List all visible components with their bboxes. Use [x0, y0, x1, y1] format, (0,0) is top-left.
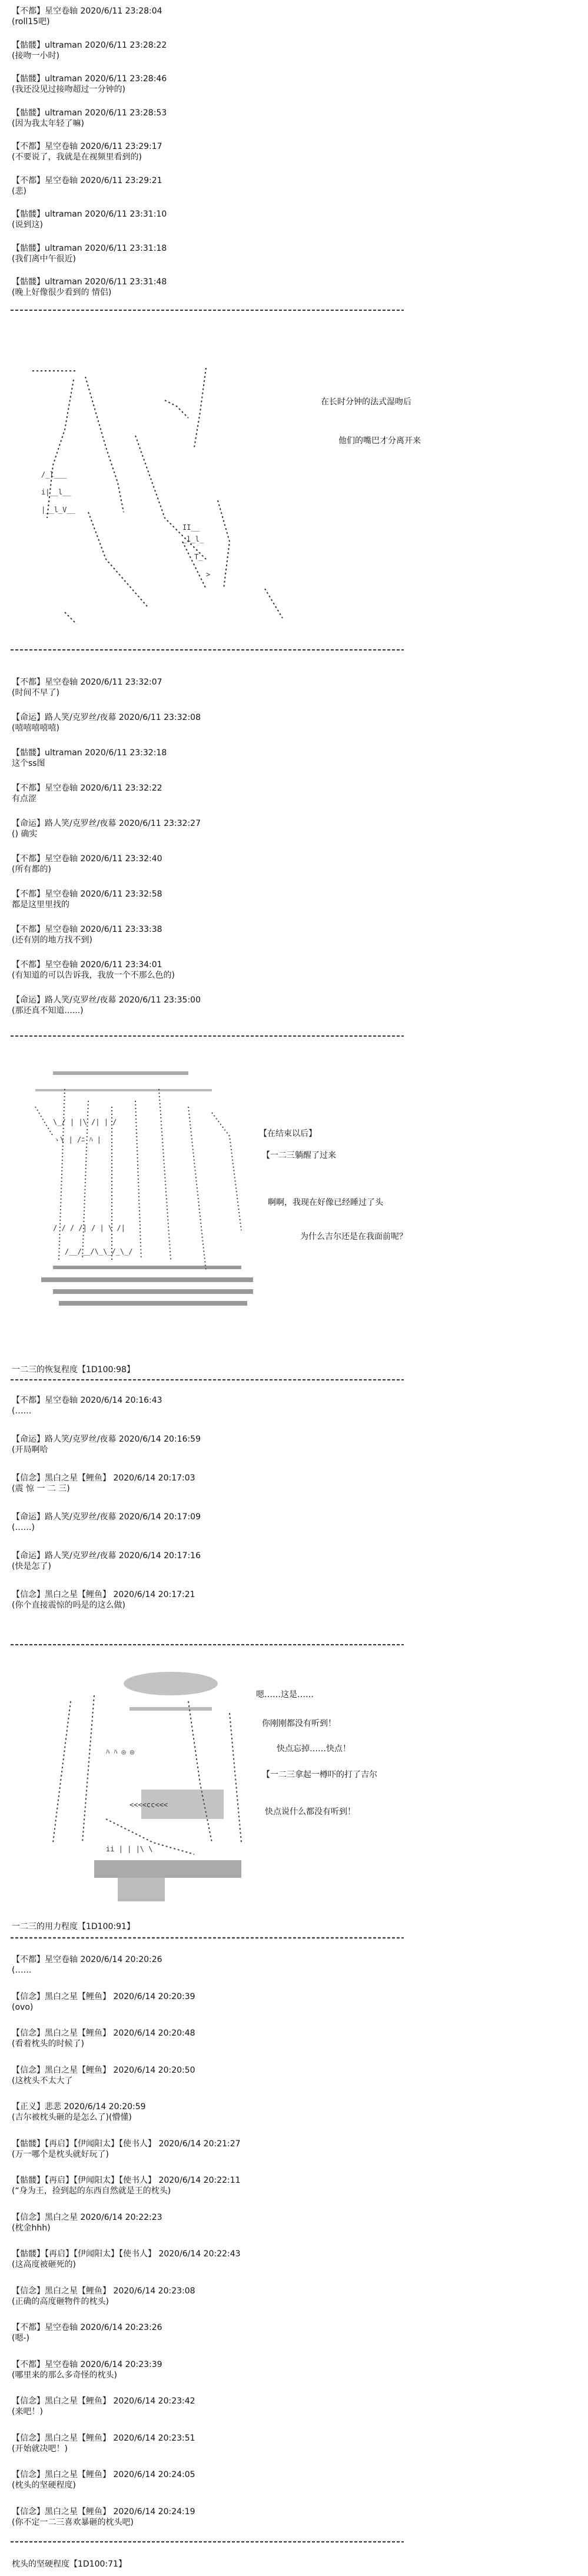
chat-message: [12, 2286, 577, 2307]
message-meta: 【不都】星空卷轴 2020/6/11 23:32:40: [12, 854, 162, 864]
divider-5: [11, 1644, 404, 1652]
svg-text:i|__l__: i|__l__: [41, 488, 71, 496]
chat-message: [12, 2249, 577, 2270]
chat-message: [12, 924, 577, 945]
message-text: (你不定一二三喜欢暴砸的枕头吧): [12, 2517, 134, 2527]
chat-message: [12, 2028, 577, 2049]
message-meta: 【不都】星空卷轴 2020/6/11 23:28:04: [12, 6, 162, 16]
message-meta: 【正义】悲悲 2020/6/14 20:20:59: [12, 2102, 146, 2112]
chat-message: [12, 2065, 577, 2086]
message-text: (接吻一小时): [12, 51, 59, 61]
chat-message: [12, 6, 577, 27]
message-text: (因为我太年轻了嘛): [12, 118, 84, 128]
chat-message: [12, 2212, 577, 2233]
message-text: (晚上好像很少看到的 情侣): [12, 288, 112, 297]
svg-text:ゝ\ | /ﾆ ﾊ |: ゝ\ | /ﾆ ﾊ |: [53, 1136, 101, 1144]
message-meta: 【命运】路人笑/克罗丝/夜幕 2020/6/11 23:35:00: [12, 995, 201, 1005]
message-meta: 【不都】星空卷轴 2020/6/14 20:16:43: [12, 1396, 162, 1405]
caption-pillow-5: 快点说什么都没有听到！: [265, 1807, 356, 1817]
dice-roll-recovery: 一二三的恢复程度【1D100:98】: [12, 1365, 135, 1375]
chat-message: [12, 243, 577, 264]
message-text: (有知道的可以告诉我，我放一个不那么色的): [12, 971, 175, 980]
divider-2: [11, 649, 404, 657]
divider-4: [11, 1379, 404, 1387]
message-meta: 【骷髅】【再启】【伊闻阳太】【使书人】 2020/6/14 20:22:11: [12, 2176, 241, 2185]
ascii-art-kiss-scene: [29, 365, 300, 630]
message-text: (我还没见过接吻超过一分钟的): [12, 85, 125, 94]
message-meta: 【骷髅】ultraman 2020/6/11 23:31:18: [12, 243, 167, 253]
message-meta: 【骷髅】ultraman 2020/6/11 23:31:48: [12, 277, 167, 287]
svg-text:ﾊ ﾊ ◎ ◎: ﾊ ﾊ ◎ ◎: [106, 1748, 135, 1756]
chat-message: [12, 74, 577, 95]
caption-pillow-1: 嗯……这是……: [256, 1690, 314, 1699]
divider-6: [11, 1937, 404, 1945]
chat-message: [12, 960, 577, 981]
svg-text:\_/ | |\ /| | /: \_/ | |\ /| | /: [53, 1118, 117, 1126]
chat-message: [12, 2102, 577, 2123]
message-meta: 【信念】黑白之星【鲤鱼】 2020/6/14 20:24:19: [12, 2507, 195, 2517]
message-meta: 【不都】星空卷轴 2020/6/11 23:32:58: [12, 889, 162, 899]
chat-message: [12, 818, 577, 839]
caption-kiss-1: 在长时分钟的法式湿吻后: [321, 397, 411, 407]
message-meta: 【骷髅】【再启】【伊闻阳太】【使书人】 2020/6/14 20:21:27: [12, 2139, 241, 2149]
chat-message: [12, 209, 577, 230]
chat-message: [12, 2359, 577, 2381]
message-meta: 【不都】星空卷轴 2020/6/14 20:23:26: [12, 2323, 162, 2332]
message-text: (枕金hhh): [12, 2223, 51, 2233]
message-text: (吉尔被枕头砸的是怎么了)(懵懂): [12, 2113, 132, 2122]
message-meta: 【信念】黑白之星【鲤鱼】 2020/6/14 20:20:39: [12, 1991, 195, 2001]
caption-wake-3: 啊啊，我现在好像已经睡过了头: [268, 1198, 383, 1207]
message-meta: 【信念】黑白之星【鲤鱼】 2020/6/14 20:20:50: [12, 2065, 195, 2075]
message-meta: 【不都】星空卷轴 2020/6/11 23:32:07: [12, 678, 162, 687]
message-text: (开局啊哈: [12, 1445, 48, 1455]
caption-wake-1: 【在结束以后】: [259, 1129, 317, 1138]
message-meta: 【不都】星空卷轴 2020/6/14 20:23:39: [12, 2359, 162, 2369]
dice-roll-strength: 一二三的用力程度【1D100:91】: [12, 1922, 135, 1931]
message-meta: 【不都】星空卷轴 2020/6/11 23:32:22: [12, 784, 162, 793]
chat-message: [12, 889, 577, 910]
message-meta: 【不都】星空卷轴 2020/6/11 23:34:01: [12, 960, 162, 970]
divider-1: [11, 309, 404, 317]
message-text: (快是怎了): [12, 1562, 51, 1571]
message-text: (哪里来的那么多奇怪的枕头): [12, 2370, 117, 2380]
dice-roll-pillow: 枕头的坚硬程度【1D100:71】: [12, 2560, 127, 2569]
chat-message: [12, 1395, 577, 1416]
message-text: 都是这里里找的: [12, 900, 69, 909]
message-meta: 【不都】星空卷轴 2020/6/14 20:20:26: [12, 1955, 162, 1964]
chat-message: [12, 1991, 577, 2013]
message-text: () 确实: [12, 829, 38, 839]
message-meta: 【命运】路人笑/克罗丝/夜幕 2020/6/11 23:32:27: [12, 819, 201, 828]
message-text: (那还真不知道......): [12, 1006, 84, 1015]
svg-text:>: >: [206, 570, 211, 579]
svg-text:<<<<cc<<<: <<<<cc<<<: [129, 1801, 168, 1809]
message-text: (这枕头不太大了: [12, 2076, 73, 2086]
message-text: (看着枕头的时候了): [12, 2039, 84, 2049]
message-text: (……): [12, 1523, 35, 1532]
message-meta: 【信念】黑白之星【鲤鱼】 2020/6/14 20:17:21: [12, 1590, 195, 1599]
chat-message: [12, 2469, 577, 2491]
svg-text:|__l_V__: |__l_V__: [41, 506, 75, 514]
message-meta: 【骷髅】【再启】【伊闻阳太】【使书人】 2020/6/14 20:22:43: [12, 2249, 241, 2259]
chat-message: [12, 1512, 577, 1533]
message-text: (嘻嘻嘻嘻嘻): [12, 723, 59, 733]
message-meta: 【信念】黑白之星【鲤鱼】 2020/6/14 20:23:08: [12, 2286, 195, 2296]
chat-message: [12, 712, 577, 733]
chat-message: [12, 783, 577, 804]
caption-pillow-2: 你刚刚都没有听到！: [262, 1719, 336, 1728]
message-text: (……: [12, 1406, 32, 1416]
message-text: 有点涩: [12, 794, 36, 804]
message-text: (“身为王，捡到起的东西自然就是王的枕头): [12, 2186, 171, 2196]
chat-message: [12, 141, 577, 162]
message-meta: 【不都】星空卷轴 2020/6/11 23:33:38: [12, 925, 162, 934]
message-meta: 【命运】路人笑/克罗丝/夜幕 2020/6/14 20:17:09: [12, 1512, 201, 1522]
message-text: (来吧！): [12, 2407, 43, 2416]
message-text: (枕头的坚硬程度): [12, 2481, 76, 2490]
message-meta: 【命运】路人笑/克罗丝/夜幕 2020/6/11 23:32:08: [12, 713, 201, 722]
svg-text:II__: II__: [182, 523, 200, 532]
caption-pillow-3: 快点忘掉……快点！: [277, 1744, 351, 1754]
message-text: (万一哪个是枕头就好玩了): [12, 2149, 109, 2159]
svg-text:_l_l_: _l_l_: [182, 535, 204, 543]
caption-wake-4: 为什么吉尔还是在我面前呢？: [300, 1232, 407, 1241]
message-meta: 【命运】路人笑/克罗丝/夜幕 2020/6/14 20:17:16: [12, 1551, 201, 1561]
divider-3: [11, 1035, 404, 1043]
svg-text:ii | | |\ \: ii | | |\ \: [106, 1845, 153, 1853]
svg-text:/__/__/\_\_/_\_/: /__/__/\_\_/_\_/: [65, 1247, 133, 1256]
message-text: (悲): [12, 186, 26, 196]
divider-7: [11, 2541, 404, 2549]
chat-message: [12, 108, 577, 129]
message-text: (嗯-): [12, 2333, 29, 2343]
chat-message: [12, 748, 577, 769]
message-meta: 【信念】黑白之星【鲤鱼】 2020/6/14 20:23:42: [12, 2396, 195, 2406]
message-text: (正确的高度砸物件的枕头): [12, 2296, 109, 2306]
chat-message: [12, 2322, 577, 2343]
caption-kiss-2: 他们的嘴巴才分离开来: [338, 436, 421, 446]
message-text: (还有别的地方找不到): [12, 935, 92, 945]
ascii-art-pillow-scene: [35, 1666, 283, 1907]
caption-pillow-4: 【一二三拿起一樽吓的打了吉尔: [262, 1770, 377, 1780]
chat-message: [12, 2175, 577, 2196]
message-text: (这高度被砸死的): [12, 2260, 76, 2269]
message-meta: 【信念】黑白之星【鲤鱼】 2020/6/14 20:24:05: [12, 2470, 195, 2479]
message-text: 这个ss图: [12, 759, 45, 768]
chat-message: [12, 1473, 577, 1494]
message-meta: 【不都】星空卷轴 2020/6/11 23:29:17: [12, 142, 162, 151]
svg-text:/ / / /| / | \ /|: / / / /| / | \ /|: [53, 1224, 125, 1232]
message-meta: 【骷髅】ultraman 2020/6/11 23:31:10: [12, 210, 167, 219]
message-text: (ovo): [12, 2002, 34, 2012]
caption-wake-2: 【一二三躺醒了过来: [262, 1151, 336, 1160]
message-meta: 【信念】黑白之星【鲤鱼】 2020/6/14 20:20:48: [12, 2029, 195, 2038]
chat-message: [12, 1589, 577, 1611]
message-text: (说到这): [12, 220, 43, 230]
chat-message: [12, 1551, 577, 1572]
message-text: (时间不早了): [12, 688, 59, 698]
chat-message: [12, 40, 577, 61]
chat-message: [12, 1434, 577, 1455]
chat-message: [12, 854, 577, 875]
message-meta: 【骷髅】ultraman 2020/6/11 23:32:18: [12, 748, 167, 758]
chat-message: [12, 175, 577, 197]
chat-message: [12, 995, 577, 1016]
message-text: (不要说了，我就是在视频里看到的): [12, 152, 142, 162]
svg-text:/_l___: /_l___: [41, 470, 67, 479]
message-text: (震 惊 一 二 三): [12, 1484, 70, 1493]
message-meta: 【不都】星空卷轴 2020/6/11 23:29:21: [12, 175, 162, 185]
message-text: (所有都的): [12, 865, 51, 874]
chat-message: [12, 677, 577, 698]
message-meta: 【骷髅】ultraman 2020/6/11 23:28:53: [12, 108, 167, 118]
message-text: (我们离中午很近): [12, 254, 76, 264]
message-meta: 【骷髅】ultraman 2020/6/11 23:28:22: [12, 40, 167, 50]
chat-message: [12, 2396, 577, 2417]
chat-message: [12, 277, 577, 298]
message-meta: 【信念】黑白之星【鲤鱼】 2020/6/14 20:23:51: [12, 2433, 195, 2443]
message-text: (……: [12, 1966, 32, 1975]
svg-text:T_: T_: [194, 553, 203, 561]
message-meta: 【骷髅】ultraman 2020/6/11 23:28:46: [12, 74, 167, 84]
chat-message: [12, 2139, 577, 2160]
chat-message: [12, 1954, 577, 1976]
chat-message: [12, 2433, 577, 2454]
message-text: (roll15吧): [12, 17, 50, 26]
message-text: (你个直接震惊的吗是的这么做): [12, 1601, 125, 1610]
chat-message: [12, 2507, 577, 2528]
ascii-art-wake-scene: [18, 1054, 283, 1348]
message-meta: 【信念】黑白之星【鲤鱼】 2020/6/14 20:17:03: [12, 1473, 195, 1483]
message-meta: 【信念】黑白之星 2020/6/14 20:22:23: [12, 2212, 162, 2222]
message-meta: 【命运】路人笑/克罗丝/夜幕 2020/6/14 20:16:59: [12, 1435, 201, 1444]
message-text: (开始就决吧！): [12, 2444, 68, 2454]
